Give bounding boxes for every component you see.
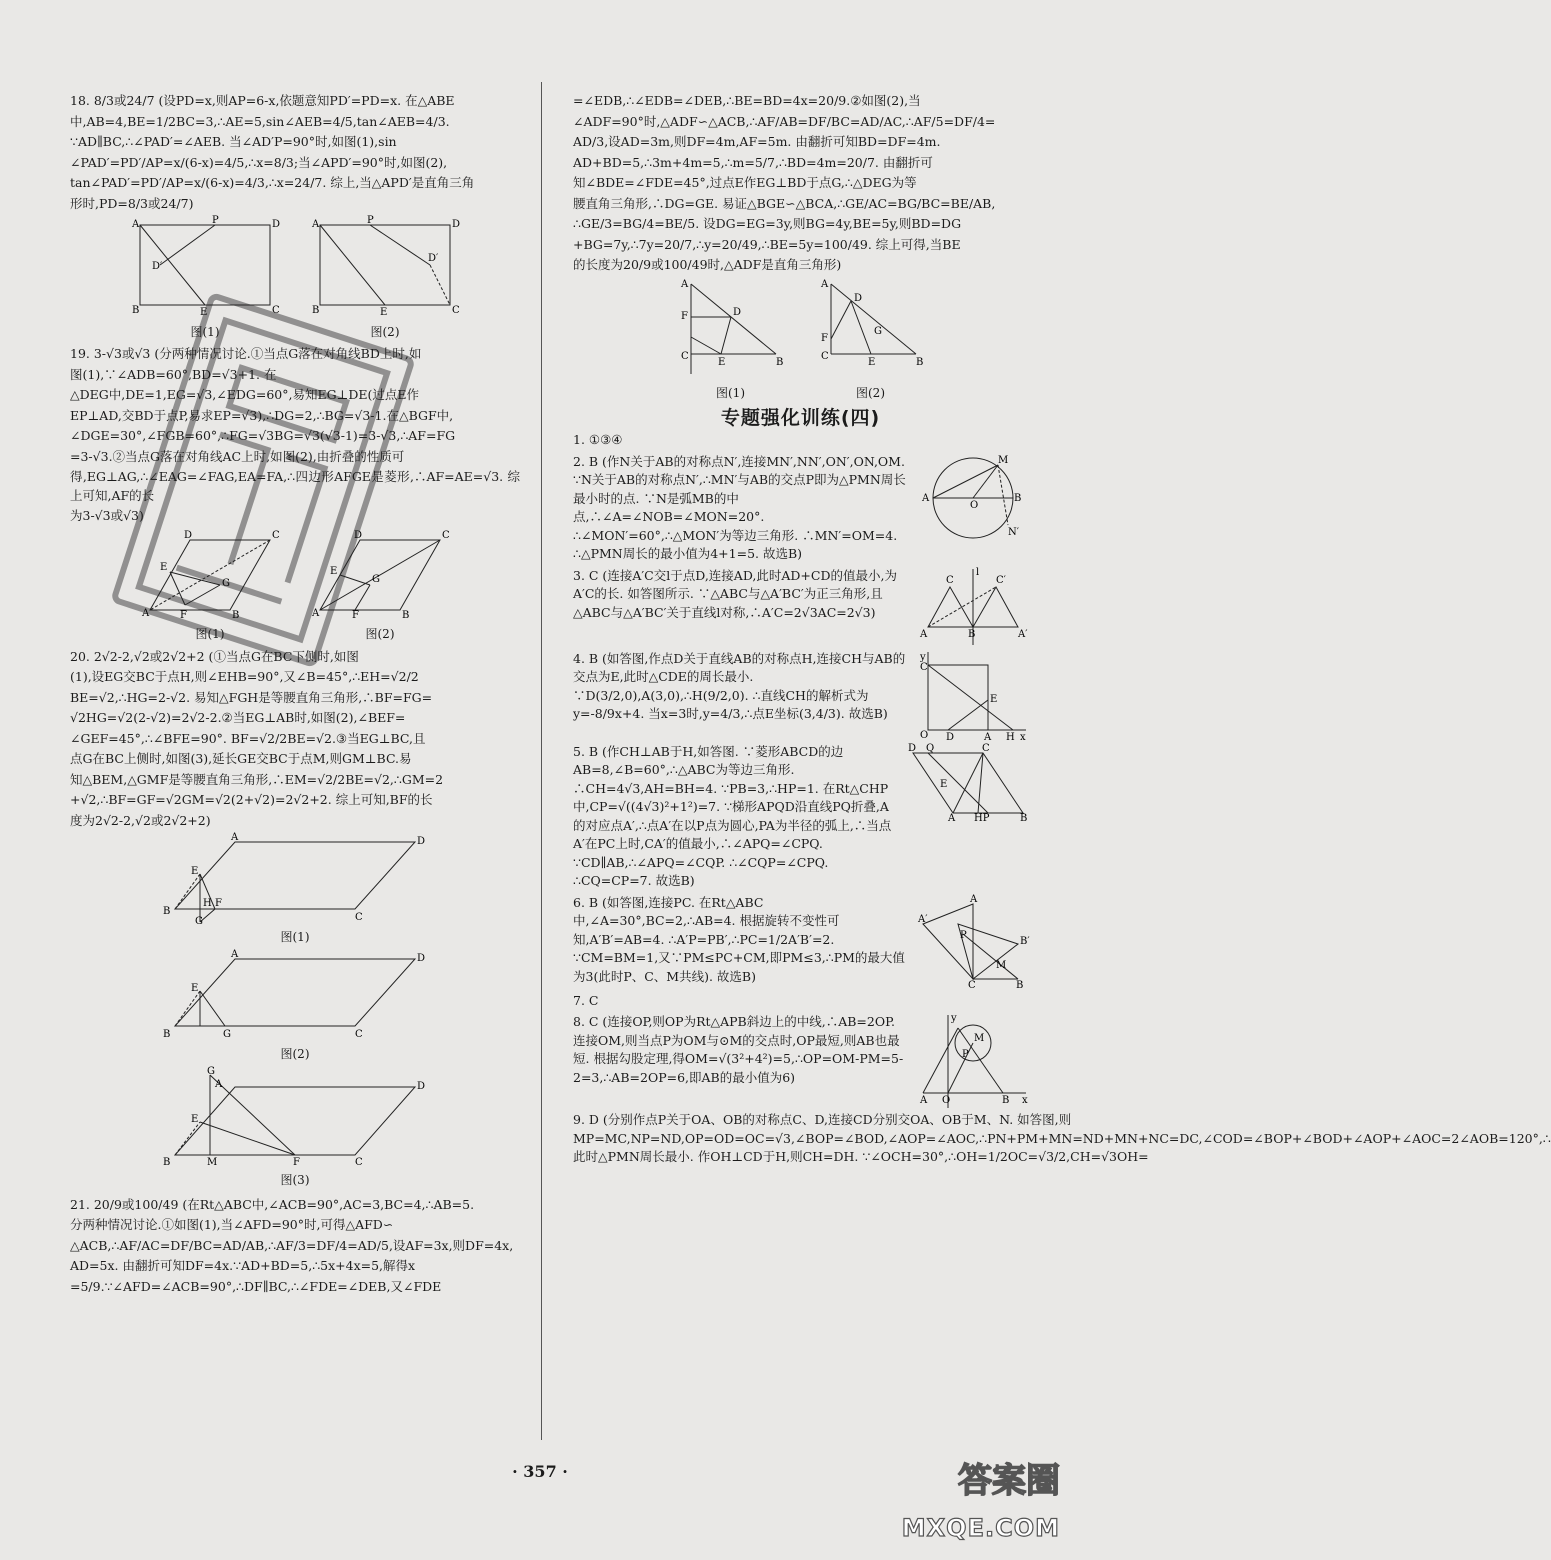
svg-text:Q: Q bbox=[926, 742, 935, 754]
q20-line: √2HG=√2(2-√2)=2√2-2.②当EG⊥AB时,如图(2),∠BEF= bbox=[70, 710, 406, 725]
answer-text: 6. B (如答图,连接PC. 在Rt△ABC中,∠A=30°,BC=2,∴AB=4. 根据旋转不变性可知,A′B′=AB=4. ∴A′P=PB′,∴PC=1/2A′B′=2. ∵CM=BM=1,又∵PM≤PC+CM,即PM≤3,∴PM的最大值为3(此时P、C、M共线). 故选B) bbox=[573, 894, 905, 984]
q21c-line: 的长度为20/9或100/49时,△ADF是直角三角形) bbox=[573, 257, 842, 272]
svg-text:B: B bbox=[1002, 1095, 1010, 1106]
q19-line: EP⊥AD,交BD于点P,易求EP=√3),∴DG=2,∴BG=√3-1.在△BGF中, bbox=[70, 407, 454, 423]
q18-line: 形时,PD=8/3或24/7) bbox=[70, 195, 194, 211]
q21c-line: ∴GE/3=BG/4=BE/5. 设DG=EG=3y,则BG=4y,BE=5y,则BD=DG bbox=[573, 216, 962, 231]
q18-line: ∠PAD′=PD′/AP=x/(6-x)=4/5,∴x=8/3;当∠APD′=90°时,如图(2), bbox=[70, 154, 448, 170]
q21c-line: 腰直角三角形,∴DG=GE. 易证△BGE∽△BCA,∴GE/AC=BG/BC=BE/AB, bbox=[573, 195, 996, 211]
q19-line: ∠DGE=30°,∠FGB=60°,∴FG=√3BG=√3(√3-1)=3-√3,∴AF=FG bbox=[70, 428, 456, 443]
watermark-text-en: MXQE.COM bbox=[901, 1514, 1060, 1542]
svg-text:D: D bbox=[184, 529, 193, 541]
svg-text:E: E bbox=[867, 356, 875, 368]
svg-text:H: H bbox=[203, 898, 212, 909]
svg-text:A: A bbox=[970, 893, 978, 905]
q21c-line: AD/3,设AD=3m,则DF=4m,AF=5m. 由翻折可知BD=DF=4m. bbox=[573, 134, 941, 149]
svg-text:A: A bbox=[984, 731, 992, 743]
svg-text:D: D bbox=[732, 306, 741, 318]
answer-item-4 bbox=[573, 650, 1028, 743]
svg-text:B: B bbox=[775, 356, 783, 368]
q20-line: (1),设EG交BC于点H,则∠EHB=90°,又∠B=45°,∴EH=√2/2 bbox=[70, 669, 419, 684]
page-number: · 357 · bbox=[512, 1462, 568, 1481]
svg-text:B: B bbox=[163, 906, 171, 917]
q20-line: 点G在BC上侧时,如图(3),延长GE交BC于点M,则GM⊥BC.易 bbox=[70, 751, 412, 766]
svg-text:C: C bbox=[442, 529, 450, 541]
q19-line: △DEG中,DE=1,EG=√3,∠EDG=60°,易知EG⊥DE(过点E作 bbox=[70, 387, 419, 402]
svg-text:P: P bbox=[960, 929, 967, 941]
q20-figure-2 bbox=[155, 948, 435, 1041]
svg-text:E: E bbox=[200, 307, 208, 318]
svg-text:A′: A′ bbox=[918, 913, 928, 925]
answer-text: 5. B (作CH⊥AB于H,如答图. ∵菱形ABCD的边AB=8,∠B=60°,∴△ABC为等边三角形. ∴CH=4√3,AH=BH=4. ∵PB=3,∴HP=1. 在Rt△CHP中,CP=√((4√3)²+1²)=7. ∵梯形APQD沿直线PQ折叠,A的对应点A′,∴点A′在以P点为圆心,PA为半径的弧上,∴当点A′在PC上时,CA′的值最小,∴∠APQ=∠CPQ. ∵CD∥AB,∴∠APQ=∠CQP. ∴∠CQP=∠CPQ. ∴CQ=CP=7. 故选B) bbox=[573, 743, 892, 888]
svg-text:G: G bbox=[873, 325, 882, 337]
q20-line: ∠GEF=45°,∴∠BFE=90°. BF=√2/2BE=√2.③当EG⊥BC,且 bbox=[70, 730, 426, 746]
svg-text:B: B bbox=[1016, 979, 1024, 991]
svg-text:C: C bbox=[452, 305, 460, 316]
svg-text:x: x bbox=[1020, 731, 1026, 743]
svg-text:F: F bbox=[352, 609, 359, 621]
svg-text:G: G bbox=[223, 1028, 231, 1040]
svg-text:D′: D′ bbox=[428, 253, 439, 264]
svg-text:C: C bbox=[272, 305, 280, 316]
q19-line: 得,EG⊥AG,∴∠EAG=∠FAG,EA=FA,∴四边形AFGE是菱形,∴AF=AE=√3. 综上可知,AF的长 bbox=[70, 469, 520, 503]
q21-line: =5/9.∵∠AFD=∠ACB=90°,∴DF∥BC,∴∠FDE=∠DEB,又∠FDE bbox=[70, 1278, 442, 1294]
svg-text:A: A bbox=[142, 607, 150, 619]
svg-text:F: F bbox=[180, 609, 187, 621]
svg-text:C: C bbox=[946, 574, 954, 586]
watermark-text-cn: 答案圈 bbox=[958, 1461, 1060, 1501]
svg-text:E: E bbox=[330, 565, 338, 577]
q18-fig1-caption: 图(1) bbox=[190, 324, 220, 339]
q20-fig1-caption: 图(1) bbox=[280, 930, 310, 944]
svg-text:A: A bbox=[132, 219, 140, 230]
svg-text:D: D bbox=[853, 292, 862, 304]
svg-text:F: F bbox=[680, 310, 688, 322]
svg-text:N′: N′ bbox=[1008, 526, 1020, 538]
svg-text:E: E bbox=[191, 866, 199, 877]
svg-text:C: C bbox=[968, 979, 976, 991]
q19-line: 19. 3-√3或√3 (分两种情况讨论.①当点G落在对角线BD上时,如 bbox=[70, 346, 422, 361]
q20-line: 度为2√2-2,√2或2√2+2) bbox=[70, 812, 211, 828]
q20-figure-3 bbox=[155, 1067, 435, 1167]
q21c-line: 知∠BDE=∠FDE=45°,过点E作EG⊥BD于点G,∴△DEG为等 bbox=[573, 175, 917, 190]
svg-text:O: O bbox=[970, 499, 979, 511]
question-21 bbox=[70, 1196, 520, 1297]
svg-text:C: C bbox=[272, 529, 280, 541]
answer-text: 1. ①③④ bbox=[573, 432, 623, 447]
svg-text:A: A bbox=[948, 812, 956, 824]
svg-text:D: D bbox=[946, 731, 955, 743]
svg-text:E: E bbox=[191, 1114, 199, 1125]
q19-fig2-caption: 图(2) bbox=[365, 627, 395, 641]
svg-text:C: C bbox=[355, 912, 363, 923]
q20-line: +√2,∴BF=GF=√2GM=√2(2+√2)=2√2+2. 综上可知,BF的长 bbox=[70, 792, 433, 807]
answer-text: 8. C (连接OP,则OP为Rt△APB斜边上的中线,∴AB=2OP. 连接OM,则当点P为OM与⊙M的交点时,OP最短,则AB也最短. 根据勾股定理,得OM=√(3²+4²)=5,∴OP=OM-PM=5-2=3,∴AB=2OP=6,即AB的最小值为6) bbox=[573, 1014, 904, 1085]
svg-text:A: A bbox=[312, 607, 320, 619]
answer-text: 3. C (连接A′C交l于点D,连接AD,此时AD+CD的值最小,为A′C的长. 如答图所示. ∵△ABC与△A′BC′为正三角形,且△ABC与△A′BC′关于直线l对称,∴A′C=2√3AC=2√3) bbox=[573, 567, 897, 620]
svg-text:A: A bbox=[231, 832, 239, 843]
question-21-continued bbox=[573, 92, 1028, 403]
answer-text: 4. B (如答图,作点D关于直线AB的对称点H,连接CH与AB的交点为E,此时△CDE的周长最小. ∵D(3/2,0),A(3,0),∴H(9/2,0). ∴直线CH的解析式为y=-8/9x+4. 当x=3时,y=4/3,∴点E坐标(3,4/3). 故选B) bbox=[573, 650, 906, 721]
q20-line: BE=√2,∴HG=2-√2. 易知△FGH是等腰直角三角形,∴BF=FG= bbox=[70, 689, 433, 705]
svg-text:E: E bbox=[940, 778, 948, 790]
svg-text:P: P bbox=[962, 1049, 969, 1060]
svg-text:C: C bbox=[680, 350, 689, 362]
q18-line: 中,AB=4,BE=1/2BC=3,∴AE=5,sin∠AEB=4/5,tan∠AEB=4/3. bbox=[70, 113, 450, 129]
svg-text:M: M bbox=[974, 1033, 985, 1044]
svg-text:H: H bbox=[1006, 731, 1015, 743]
q20-figure-1 bbox=[155, 832, 435, 927]
q8-circle-figure bbox=[918, 1013, 1028, 1108]
svg-text:HP: HP bbox=[974, 812, 990, 824]
q21c-line: +BG=7y,∴7y=20/7,∴y=20/49,∴BE=5y=100/49. 综上可得,当BE bbox=[573, 236, 961, 252]
svg-text:C′: C′ bbox=[996, 574, 1006, 586]
answer-item-3 bbox=[573, 567, 1028, 647]
q19-fig1-caption: 图(1) bbox=[195, 627, 225, 641]
svg-text:B: B bbox=[163, 1157, 171, 1168]
svg-text:A: A bbox=[922, 492, 930, 504]
q20-line: 20. 2√2-2,√2或2√2+2 (①当点G在BC下侧时,如图 bbox=[70, 648, 359, 664]
svg-text:P: P bbox=[367, 215, 374, 226]
q21-figures bbox=[573, 279, 1028, 403]
q2-circle-figure bbox=[918, 453, 1028, 543]
q21-line: 21. 20/9或100/49 (在Rt△ABC中,∠ACB=90°,AC=3,BC=4,∴AB=5. bbox=[70, 1196, 475, 1212]
q21-figure-2 bbox=[816, 279, 926, 379]
svg-text:D: D bbox=[417, 836, 426, 847]
svg-text:C: C bbox=[355, 1157, 363, 1168]
svg-text:G: G bbox=[195, 916, 203, 927]
q21-figure-1 bbox=[676, 279, 786, 379]
svg-text:D: D bbox=[908, 742, 917, 754]
q18-line: 18. 8/3或24/7 (设PD=x,则AP=6-x,依题意知PD′=PD=x. 在△ABE bbox=[70, 93, 455, 108]
q19-line: 为3-√3或√3) bbox=[70, 508, 144, 523]
section-title: 专题强化训练(四) bbox=[720, 406, 881, 429]
q18-figure-2 bbox=[310, 217, 460, 317]
svg-text:F: F bbox=[293, 1157, 300, 1168]
answer-item-2 bbox=[573, 453, 1028, 564]
svg-text:A: A bbox=[920, 1095, 928, 1106]
svg-text:M: M bbox=[996, 959, 1007, 971]
q18-fig2-caption: 图(2) bbox=[370, 324, 400, 339]
answer-text: 7. C bbox=[573, 992, 599, 1008]
svg-text:E: E bbox=[717, 356, 725, 368]
q19-figure-1 bbox=[140, 530, 280, 620]
svg-text:M: M bbox=[207, 1157, 218, 1168]
svg-text:A′: A′ bbox=[1018, 628, 1028, 640]
svg-text:O: O bbox=[942, 1095, 951, 1106]
q3-triangle-figure bbox=[918, 567, 1028, 647]
svg-text:D: D bbox=[354, 529, 363, 541]
svg-text:D: D bbox=[272, 219, 281, 230]
svg-text:M: M bbox=[998, 454, 1009, 466]
svg-text:y: y bbox=[920, 651, 926, 663]
answer-item-8 bbox=[573, 1013, 1028, 1108]
svg-text:C: C bbox=[982, 742, 990, 754]
column-divider bbox=[541, 82, 542, 1440]
question-20 bbox=[70, 648, 520, 1190]
answer-item-9 bbox=[573, 1111, 1551, 1221]
svg-text:G: G bbox=[222, 577, 230, 589]
q21c-line: =∠EDB,∴∠EDB=∠DEB,∴BE=BD=4x=20/9.②如图(2),当 bbox=[573, 93, 921, 108]
svg-text:C: C bbox=[820, 350, 829, 362]
svg-text:A: A bbox=[312, 219, 320, 230]
svg-text:A: A bbox=[920, 628, 928, 640]
svg-text:D: D bbox=[452, 219, 461, 230]
svg-text:A: A bbox=[680, 278, 688, 290]
q19-figures bbox=[70, 530, 520, 644]
svg-text:C: C bbox=[355, 1028, 363, 1040]
q21-line: AD=5x. 由翻折可知DF=4x.∵AD+BD=5,∴5x+4x=5,解得x bbox=[70, 1258, 416, 1273]
q4-coordinate-figure bbox=[918, 650, 1028, 743]
svg-text:B: B bbox=[312, 305, 320, 316]
svg-text:B: B bbox=[968, 628, 976, 640]
q21-line: 分两种情况讨论.①如图(1),当∠AFD=90°时,可得△AFD∽ bbox=[70, 1217, 394, 1232]
q21c-line: ∠ADF=90°时,△ADF∽△ACB,∴AF/AB=DF/BC=AD/AC,∴AF/5=DF/4= bbox=[573, 113, 996, 129]
svg-text:B: B bbox=[402, 609, 410, 621]
svg-text:A: A bbox=[215, 1079, 223, 1090]
svg-text:G: G bbox=[207, 1066, 215, 1077]
svg-text:E: E bbox=[990, 693, 998, 705]
svg-text:x: x bbox=[1022, 1095, 1028, 1106]
svg-text:B: B bbox=[163, 1028, 171, 1040]
q21c-line: AD+BD=5,∴3m+4m=5,∴m=5/7,∴BD=4m=20/7. 由翻折可 bbox=[573, 154, 933, 170]
q6-rotation-figure bbox=[918, 894, 1028, 989]
svg-text:B: B bbox=[232, 609, 240, 621]
svg-text:D: D bbox=[417, 1081, 426, 1092]
svg-text:F: F bbox=[215, 898, 222, 909]
svg-text:E: E bbox=[160, 561, 168, 573]
svg-text:A: A bbox=[820, 278, 828, 290]
q21-line: △ACB,∴AF/AC=DF/BC=AD/AB,∴AF/3=DF/4=AD/5,设AF=3x,则DF=4x, bbox=[70, 1237, 514, 1253]
answer-text: 9. D (分别作点P关于OA、OB的对称点C、D,连接CD分别交OA、OB于M、N. 如答图,则MP=MC,NP=ND,OP=OD=OC=√3,∠BOP=∠BOD,∠AOP=∠AOC,∴PN+PM+MN=ND+MN+NC=DC,∠COD=∠BOP+∠BOD+∠AOP+∠AOC=2∠AOB=120°,∴此时△PMN周长最小. 作OH⊥CD于H,则CH=DH. ∵∠OCH=30°,∴OH=1/2OC=√3/2,CH=√3OH= bbox=[573, 1112, 1551, 1164]
q21-fig2-caption: 图(2) bbox=[856, 386, 885, 400]
svg-text:E: E bbox=[380, 307, 388, 318]
q20-fig3-caption: 图(3) bbox=[280, 1173, 310, 1187]
answers-list bbox=[573, 431, 1551, 1221]
q21-fig1-caption: 图(1) bbox=[716, 386, 745, 400]
svg-text:y: y bbox=[951, 1013, 957, 1024]
answer-text: 2. B (作N关于AB的对称点N′,连接MN′,NN′,ON′,ON,OM. ∵N关于AB的对称点N′,∴MN′与AB的交点P即为△PMN周长最小时的点. ∵N是弧MB的中点,∴∠A=∠NOB=∠MON=20°. ∴∠MON′=60°,∴△MON′为等边三角形. ∴MN′=OM=4. ∴△PMN周长的最小值为4+1=5. 故选B) bbox=[573, 453, 906, 561]
q18-line: tan∠PAD′=PD′/AP=x/(6-x)=4/3,∴x=24/7. 综上,当△APD′是直角三角 bbox=[70, 175, 475, 190]
q18-line: ∵AD∥BC,∴∠PAD′=∠AEB. 当∠AD′P=90°时,如图(1),sin bbox=[70, 134, 397, 149]
answer-item-6 bbox=[573, 894, 1028, 989]
answer-item-7 bbox=[573, 992, 1028, 1011]
q19-line: =3-√3.②当点G落在对角线AC上时,如图(2),由折叠的性质可 bbox=[70, 448, 405, 464]
q19-figure-2 bbox=[310, 530, 450, 620]
answer-item-1 bbox=[573, 431, 1028, 450]
svg-text:B′: B′ bbox=[1020, 935, 1030, 947]
svg-text:G: G bbox=[372, 573, 380, 585]
svg-text:O: O bbox=[920, 729, 929, 741]
svg-text:B: B bbox=[915, 356, 923, 368]
q18-figures bbox=[70, 217, 520, 341]
svg-text:B: B bbox=[132, 305, 140, 316]
q20-line: 知△BEM,△GMF是等腰直角三角形,∴EM=√2/2BE=√2,∴GM=2 bbox=[70, 771, 444, 787]
svg-text:D: D bbox=[417, 952, 426, 964]
svg-text:P: P bbox=[212, 215, 219, 226]
svg-text:l: l bbox=[976, 566, 980, 578]
right-column bbox=[573, 92, 1551, 1224]
question-19 bbox=[70, 345, 520, 644]
svg-text:F: F bbox=[820, 332, 828, 344]
svg-text:B: B bbox=[1014, 492, 1022, 504]
svg-text:D′: D′ bbox=[152, 261, 163, 272]
answer-item-5 bbox=[573, 743, 1028, 891]
svg-text:C: C bbox=[920, 661, 928, 673]
left-column bbox=[70, 92, 520, 1298]
q5-rhombus-figure bbox=[908, 743, 1028, 823]
q19-line: 图(1),∵∠ADB=60°,BD=√3+1. 在 bbox=[70, 366, 277, 382]
q18-figure-1 bbox=[130, 217, 280, 317]
svg-text:B: B bbox=[1020, 812, 1028, 824]
svg-text:E: E bbox=[191, 982, 199, 994]
q20-fig2-caption: 图(2) bbox=[280, 1046, 310, 1061]
svg-text:A: A bbox=[231, 948, 239, 960]
question-18 bbox=[70, 92, 520, 341]
